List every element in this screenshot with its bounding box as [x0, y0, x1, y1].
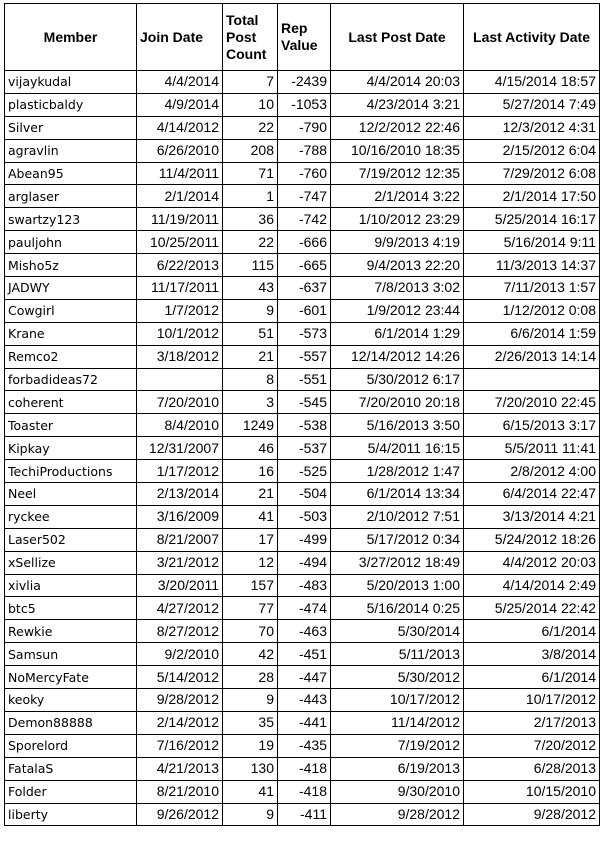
header-total-post-count: Total Post Count: [223, 4, 278, 71]
join-date-cell: 3/16/2009: [137, 505, 223, 528]
join-date-cell: 1/7/2012: [137, 299, 223, 322]
join-date-cell: 4/27/2012: [137, 597, 223, 620]
member-cell: Neel: [5, 483, 137, 506]
post-count-cell: 3: [223, 391, 278, 414]
last-activity-date-cell: 4/15/2014 18:57: [464, 71, 600, 94]
table-row: [5, 299, 600, 322]
header-join-date: Join Date: [137, 4, 223, 71]
last-post-date-cell: 5/16/2014 0:25: [331, 597, 464, 620]
last-post-date-cell: 1/10/2012 23:29: [331, 208, 464, 231]
rep-value-cell: -545: [278, 391, 331, 414]
join-date-cell: 4/14/2012: [137, 116, 223, 139]
last-post-date-cell: 7/19/2012: [331, 734, 464, 757]
member-cell: Demon88888: [5, 711, 137, 734]
last-activity-date-cell: 5/24/2012 18:26: [464, 528, 600, 551]
member-cell: Laser502: [5, 528, 137, 551]
last-activity-date-cell: 6/6/2014 1:59: [464, 322, 600, 345]
table-row: [5, 162, 600, 185]
post-count-cell: 208: [223, 139, 278, 162]
rep-value-cell: -637: [278, 277, 331, 300]
post-count-cell: 7: [223, 71, 278, 94]
post-count-cell: 19: [223, 734, 278, 757]
last-post-date-cell: 9/4/2013 22:20: [331, 254, 464, 277]
join-date-cell: 2/14/2012: [137, 711, 223, 734]
post-count-cell: 10: [223, 93, 278, 116]
last-post-date-cell: 5/16/2013 3:50: [331, 414, 464, 437]
member-cell: Rewkie: [5, 620, 137, 643]
post-count-cell: 9: [223, 803, 278, 826]
last-post-date-cell: 4/4/2014 20:03: [331, 71, 464, 94]
last-activity-date-cell: 5/25/2014 16:17: [464, 208, 600, 231]
post-count-cell: 42: [223, 643, 278, 666]
member-cell: ryckee: [5, 505, 137, 528]
table-body: [5, 71, 600, 826]
rep-value-cell: -525: [278, 460, 331, 483]
table-row: [5, 71, 600, 94]
last-post-date-cell: 1/28/2012 1:47: [331, 460, 464, 483]
rep-value-cell: -418: [278, 757, 331, 780]
post-count-cell: 157: [223, 574, 278, 597]
last-post-date-cell: 7/19/2012 12:35: [331, 162, 464, 185]
last-post-date-cell: 5/11/2013: [331, 643, 464, 666]
last-post-date-cell: 5/30/2014: [331, 620, 464, 643]
rep-value-cell: -503: [278, 505, 331, 528]
rep-value-cell: -411: [278, 803, 331, 826]
member-cell: JADWY: [5, 277, 137, 300]
last-post-date-cell: 6/1/2014 1:29: [331, 322, 464, 345]
post-count-cell: 35: [223, 711, 278, 734]
post-count-cell: 1: [223, 185, 278, 208]
last-activity-date-cell: 7/29/2012 6:08: [464, 162, 600, 185]
last-post-date-cell: 10/17/2012: [331, 689, 464, 712]
rep-value-cell: -573: [278, 322, 331, 345]
table-row: [5, 803, 600, 826]
table-row: [5, 528, 600, 551]
post-count-cell: 115: [223, 254, 278, 277]
header-last-activity-date: Last Activity Date: [464, 4, 600, 71]
table-row: [5, 574, 600, 597]
table-row: [5, 505, 600, 528]
member-cell: Abean95: [5, 162, 137, 185]
last-activity-date-cell: 2/1/2014 17:50: [464, 185, 600, 208]
post-count-cell: 41: [223, 780, 278, 803]
table-row: [5, 208, 600, 231]
last-post-date-cell: 9/30/2010: [331, 780, 464, 803]
join-date-cell: 10/25/2011: [137, 231, 223, 254]
last-activity-date-cell: 5/25/2014 22:42: [464, 597, 600, 620]
last-post-date-cell: 5/17/2012 0:34: [331, 528, 464, 551]
header-last-post-date: Last Post Date: [331, 4, 464, 71]
table-row: [5, 689, 600, 712]
last-activity-date-cell: 6/1/2014: [464, 620, 600, 643]
rep-value-cell: -447: [278, 666, 331, 689]
member-cell: plasticbaldy: [5, 93, 137, 116]
last-post-date-cell: 7/20/2010 20:18: [331, 391, 464, 414]
post-count-cell: 70: [223, 620, 278, 643]
join-date-cell: [137, 368, 223, 391]
last-post-date-cell: 11/14/2012: [331, 711, 464, 734]
table-row: [5, 757, 600, 780]
last-activity-date-cell: 5/16/2014 9:11: [464, 231, 600, 254]
table-row: [5, 483, 600, 506]
join-date-cell: 5/14/2012: [137, 666, 223, 689]
last-activity-date-cell: 7/20/2010 22:45: [464, 391, 600, 414]
table-row: [5, 597, 600, 620]
member-cell: Remco2: [5, 345, 137, 368]
last-post-date-cell: 9/9/2013 4:19: [331, 231, 464, 254]
join-date-cell: 7/20/2010: [137, 391, 223, 414]
table-row: [5, 711, 600, 734]
post-count-cell: 71: [223, 162, 278, 185]
member-cell: NoMercyFate: [5, 666, 137, 689]
last-activity-date-cell: 4/4/2012 20:03: [464, 551, 600, 574]
member-cell: pauljohn: [5, 231, 137, 254]
rep-value-cell: -790: [278, 116, 331, 139]
post-count-cell: 51: [223, 322, 278, 345]
header-rep-value: Rep Value: [278, 4, 331, 71]
table-row: [5, 185, 600, 208]
post-count-cell: 22: [223, 231, 278, 254]
last-activity-date-cell: 7/20/2012: [464, 734, 600, 757]
rep-value-cell: -504: [278, 483, 331, 506]
last-activity-date-cell: 6/15/2013 3:17: [464, 414, 600, 437]
last-activity-date-cell: 2/17/2013: [464, 711, 600, 734]
last-activity-date-cell: 1/12/2012 0:08: [464, 299, 600, 322]
join-date-cell: 7/16/2012: [137, 734, 223, 757]
last-activity-date-cell: 12/3/2012 4:31: [464, 116, 600, 139]
last-activity-date-cell: 6/1/2014: [464, 666, 600, 689]
rep-value-cell: -538: [278, 414, 331, 437]
table-row: [5, 116, 600, 139]
join-date-cell: 2/1/2014: [137, 185, 223, 208]
join-date-cell: 11/4/2011: [137, 162, 223, 185]
table-row: [5, 322, 600, 345]
rep-value-cell: -666: [278, 231, 331, 254]
last-activity-date-cell: 11/3/2013 14:37: [464, 254, 600, 277]
join-date-cell: 8/4/2010: [137, 414, 223, 437]
rep-value-cell: -463: [278, 620, 331, 643]
join-date-cell: 2/13/2014: [137, 483, 223, 506]
last-activity-date-cell: 2/26/2013 14:14: [464, 345, 600, 368]
post-count-cell: 9: [223, 299, 278, 322]
post-count-cell: 28: [223, 666, 278, 689]
last-activity-date-cell: 3/13/2014 4:21: [464, 505, 600, 528]
post-count-cell: 46: [223, 437, 278, 460]
rep-value-cell: -788: [278, 139, 331, 162]
member-cell: coherent: [5, 391, 137, 414]
rep-value-cell: -747: [278, 185, 331, 208]
table-row: [5, 643, 600, 666]
member-cell: xivlia: [5, 574, 137, 597]
last-post-date-cell: 6/19/2013: [331, 757, 464, 780]
join-date-cell: 6/26/2010: [137, 139, 223, 162]
last-activity-date-cell: 9/28/2012: [464, 803, 600, 826]
member-cell: Kipkay: [5, 437, 137, 460]
member-cell: vijaykudal: [5, 71, 137, 94]
table-row: [5, 460, 600, 483]
post-count-cell: 43: [223, 277, 278, 300]
last-post-date-cell: 5/30/2012: [331, 666, 464, 689]
post-count-cell: 8: [223, 368, 278, 391]
table-row: [5, 620, 600, 643]
last-post-date-cell: 1/9/2012 23:44: [331, 299, 464, 322]
rep-value-cell: -418: [278, 780, 331, 803]
last-post-date-cell: 5/20/2013 1:00: [331, 574, 464, 597]
post-count-cell: 16: [223, 460, 278, 483]
join-date-cell: 9/2/2010: [137, 643, 223, 666]
member-cell: Misho5z: [5, 254, 137, 277]
rep-value-cell: -601: [278, 299, 331, 322]
post-count-cell: 9: [223, 689, 278, 712]
rep-value-cell: -443: [278, 689, 331, 712]
join-date-cell: 4/21/2013: [137, 757, 223, 780]
rep-value-cell: -483: [278, 574, 331, 597]
rep-value-cell: -551: [278, 368, 331, 391]
post-count-cell: 36: [223, 208, 278, 231]
member-cell: Folder: [5, 780, 137, 803]
last-activity-date-cell: 6/4/2014 22:47: [464, 483, 600, 506]
post-count-cell: 21: [223, 483, 278, 506]
last-activity-date-cell: 6/28/2013: [464, 757, 600, 780]
join-date-cell: 4/9/2014: [137, 93, 223, 116]
join-date-cell: 3/18/2012: [137, 345, 223, 368]
rep-value-cell: -2439: [278, 71, 331, 94]
last-post-date-cell: 4/23/2014 3:21: [331, 93, 464, 116]
last-post-date-cell: 6/1/2014 13:34: [331, 483, 464, 506]
last-activity-date-cell: 2/15/2012 6:04: [464, 139, 600, 162]
table-row: [5, 666, 600, 689]
post-count-cell: 41: [223, 505, 278, 528]
last-post-date-cell: 10/16/2010 18:35: [331, 139, 464, 162]
post-count-cell: 77: [223, 597, 278, 620]
table-row: [5, 345, 600, 368]
last-post-date-cell: 2/1/2014 3:22: [331, 185, 464, 208]
member-cell: Krane: [5, 322, 137, 345]
rep-value-cell: -451: [278, 643, 331, 666]
rep-value-cell: -474: [278, 597, 331, 620]
member-table: [4, 3, 600, 826]
member-cell: FatalaS: [5, 757, 137, 780]
rep-value-cell: -441: [278, 711, 331, 734]
member-cell: Cowgirl: [5, 299, 137, 322]
rep-value-cell: -742: [278, 208, 331, 231]
member-cell: Toaster: [5, 414, 137, 437]
table-row: [5, 93, 600, 116]
join-date-cell: 1/17/2012: [137, 460, 223, 483]
join-date-cell: 6/22/2013: [137, 254, 223, 277]
last-activity-date-cell: 10/17/2012: [464, 689, 600, 712]
table-row: [5, 139, 600, 162]
join-date-cell: 12/31/2007: [137, 437, 223, 460]
last-post-date-cell: 9/28/2012: [331, 803, 464, 826]
header-member: Member: [5, 4, 137, 71]
last-activity-date-cell: 5/5/2011 11:41: [464, 437, 600, 460]
join-date-cell: 3/20/2011: [137, 574, 223, 597]
last-activity-date-cell: 4/14/2014 2:49: [464, 574, 600, 597]
last-activity-date-cell: [464, 368, 600, 391]
table-row: [5, 391, 600, 414]
table-row: [5, 437, 600, 460]
rep-value-cell: -760: [278, 162, 331, 185]
last-activity-date-cell: 10/15/2010: [464, 780, 600, 803]
join-date-cell: 8/21/2007: [137, 528, 223, 551]
join-date-cell: 11/19/2011: [137, 208, 223, 231]
rep-value-cell: -499: [278, 528, 331, 551]
table-row: [5, 277, 600, 300]
rep-value-cell: -494: [278, 551, 331, 574]
member-cell: Sporelord: [5, 734, 137, 757]
join-date-cell: 3/21/2012: [137, 551, 223, 574]
post-count-cell: 1249: [223, 414, 278, 437]
member-cell: arglaser: [5, 185, 137, 208]
table-row: [5, 780, 600, 803]
member-cell: forbadideas72: [5, 368, 137, 391]
member-cell: swartzy123: [5, 208, 137, 231]
table-row: [5, 414, 600, 437]
member-cell: Samsun: [5, 643, 137, 666]
table-row: [5, 368, 600, 391]
last-activity-date-cell: 7/11/2013 1:57: [464, 277, 600, 300]
rep-value-cell: -557: [278, 345, 331, 368]
join-date-cell: 9/26/2012: [137, 803, 223, 826]
member-cell: TechiProductions: [5, 460, 137, 483]
post-count-cell: 130: [223, 757, 278, 780]
last-post-date-cell: 5/30/2012 6:17: [331, 368, 464, 391]
join-date-cell: 10/1/2012: [137, 322, 223, 345]
last-post-date-cell: 3/27/2012 18:49: [331, 551, 464, 574]
post-count-cell: 17: [223, 528, 278, 551]
post-count-cell: 12: [223, 551, 278, 574]
last-post-date-cell: 2/10/2012 7:51: [331, 505, 464, 528]
last-activity-date-cell: 2/8/2012 4:00: [464, 460, 600, 483]
last-activity-date-cell: 3/8/2014: [464, 643, 600, 666]
join-date-cell: 11/17/2011: [137, 277, 223, 300]
last-activity-date-cell: 5/27/2014 7:49: [464, 93, 600, 116]
post-count-cell: 22: [223, 116, 278, 139]
last-post-date-cell: 12/14/2012 14:26: [331, 345, 464, 368]
table-row: [5, 734, 600, 757]
header-row: [5, 4, 600, 71]
last-post-date-cell: 12/2/2012 22:46: [331, 116, 464, 139]
member-cell: btc5: [5, 597, 137, 620]
rep-value-cell: -537: [278, 437, 331, 460]
rep-value-cell: -1053: [278, 93, 331, 116]
member-cell: liberty: [5, 803, 137, 826]
join-date-cell: 8/27/2012: [137, 620, 223, 643]
member-cell: Silver: [5, 116, 137, 139]
member-cell: keoky: [5, 689, 137, 712]
join-date-cell: 9/28/2012: [137, 689, 223, 712]
last-post-date-cell: 7/8/2013 3:02: [331, 277, 464, 300]
join-date-cell: 8/21/2010: [137, 780, 223, 803]
table-row: [5, 551, 600, 574]
rep-value-cell: -665: [278, 254, 331, 277]
member-cell: agravlin: [5, 139, 137, 162]
rep-value-cell: -435: [278, 734, 331, 757]
post-count-cell: 21: [223, 345, 278, 368]
table-row: [5, 231, 600, 254]
member-cell: xSellize: [5, 551, 137, 574]
table-row: [5, 254, 600, 277]
join-date-cell: 4/4/2014: [137, 71, 223, 94]
last-post-date-cell: 5/4/2011 16:15: [331, 437, 464, 460]
